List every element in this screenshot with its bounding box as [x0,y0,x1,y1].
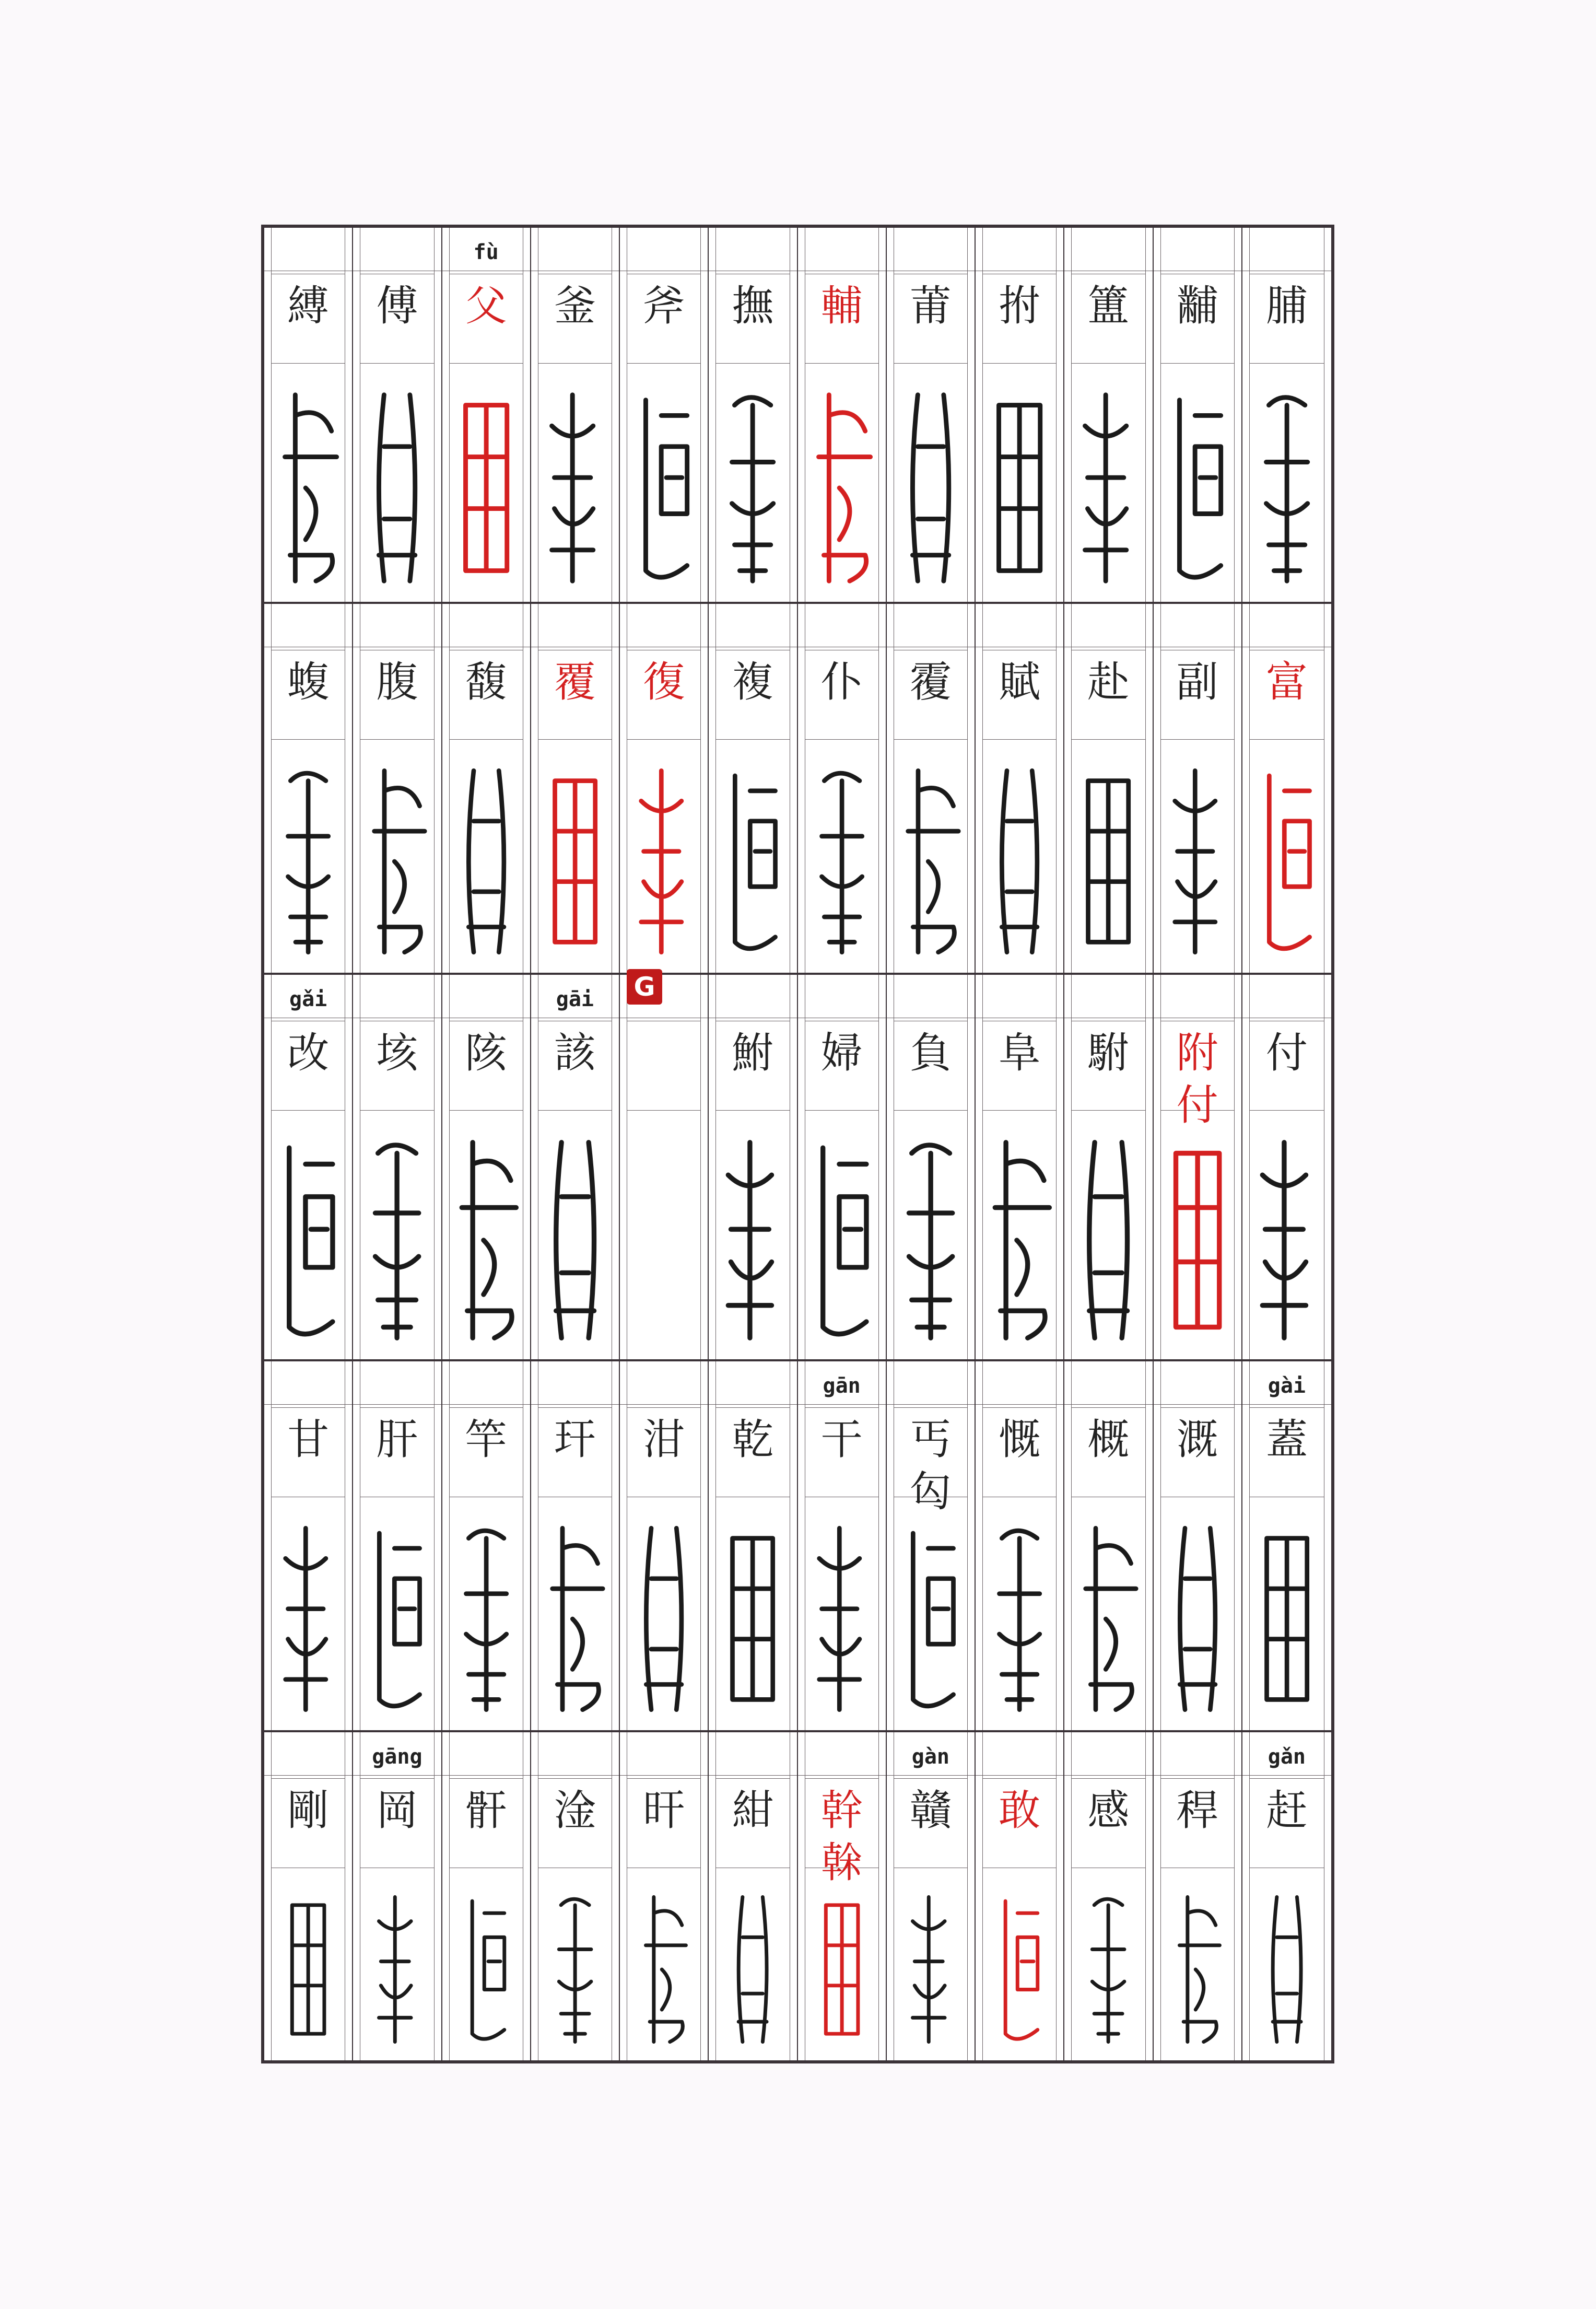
modern-character: 駙 [1087,1029,1130,1077]
seal-script-glyph [531,1132,619,1349]
pinyin-label [264,1739,352,1776]
modern-character: 肝 [376,1415,418,1464]
modern-character: 改 [287,1029,330,1077]
seal-script-glyph [264,384,352,591]
modern-character: 婦 [820,1029,863,1077]
character-cell [531,604,620,973]
modern-character: 簠 [1087,282,1130,330]
modern-character: 陔 [465,1029,507,1077]
seal-script-glyph [887,1132,975,1349]
pinyin-label: gāi [531,981,619,1018]
character-cell [353,604,442,973]
modern-character: 垓 [376,1029,418,1077]
modern-character: 赴 [1087,658,1130,706]
seal-script-glyph [531,761,619,962]
seal-script-glyph [798,761,886,962]
seal-script-glyph [353,1889,441,2050]
pinyin-label [1154,1739,1241,1776]
seal-script-glyph [442,1518,530,1720]
modern-character: 慨 [999,1415,1041,1464]
seal-script-glyph [976,761,1063,962]
seal-script-glyph [1154,1518,1241,1720]
pinyin-label [620,234,708,271]
modern-character: 莆 [909,282,952,330]
modern-character: 賦 [999,658,1041,706]
seal-script-glyph [264,1132,352,1349]
character-cell [798,975,887,1359]
pinyin-label [1154,610,1241,647]
pinyin-label [1064,981,1152,1018]
character-cell [442,1732,531,2060]
character-cell [264,975,353,1359]
character-cell [442,604,531,973]
character-cell [620,1732,709,2060]
seal-script-glyph [976,1889,1063,2050]
character-cell [887,1732,976,2060]
pinyin-label [976,981,1063,1018]
modern-character: 復 [643,658,685,706]
modern-character: 覆 [554,658,596,706]
modern-character: 贛 [909,1786,952,1835]
character-cell [976,604,1064,973]
seal-script-glyph [353,384,441,591]
modern-character: 剛 [287,1786,330,1835]
character-cell [976,228,1064,602]
modern-character: 干 [820,1415,863,1464]
modern-character: 骭 [465,1786,507,1835]
modern-character: 付 [1265,1029,1308,1077]
seal-script-glyph [1154,1132,1241,1349]
modern-character: 泔 [643,1415,685,1464]
pinyin-label [353,981,441,1018]
modern-character: 稈 [1176,1786,1218,1835]
character-row [264,228,1331,604]
modern-character: 馥 [465,658,507,706]
character-cell [709,604,797,973]
character-cell [531,1361,620,1730]
seal-script-glyph [1242,1889,1331,2050]
character-cell [264,604,353,973]
seal-script-glyph [620,1518,708,1720]
seal-script-glyph [264,1889,352,2050]
seal-script-glyph [1154,1889,1241,2050]
character-row [264,975,1331,1361]
character-cell [1064,1361,1153,1730]
pinyin-label [620,1368,708,1405]
character-cell [620,604,709,973]
character-cell [1242,975,1331,1359]
pinyin-label [531,1739,619,1776]
character-cell [709,975,797,1359]
character-cell [1242,604,1331,973]
seal-script-glyph [798,1518,886,1720]
seal-script-glyph [798,1132,886,1349]
character-cell [887,1361,976,1730]
character-cell [709,1361,797,1730]
modern-character: 蝮 [287,658,330,706]
pinyin-label [442,1739,530,1776]
seal-script-glyph [620,384,708,591]
pinyin-label [887,981,975,1018]
pinyin-label [976,234,1063,271]
pinyin-label [1154,981,1241,1018]
pinyin-label [264,234,352,271]
character-cell [1154,604,1242,973]
modern-character: 蓋 [1265,1415,1308,1464]
pinyin-label [531,610,619,647]
modern-character: 紺 [732,1786,774,1835]
character-cell [887,228,976,602]
character-cell [887,604,976,973]
seal-script-glyph [353,761,441,962]
character-cell [798,228,887,602]
modern-character: 溉 [1176,1415,1218,1464]
character-cell [798,1361,887,1730]
pinyin-label: gān [798,1368,886,1405]
seal-script-glyph [531,1518,619,1720]
character-cell [620,975,709,1359]
label-box [627,1021,700,1111]
seal-script-glyph [1242,761,1331,962]
pinyin-label [887,234,975,271]
seal-script-glyph [531,384,619,591]
pinyin-label [1064,1368,1152,1405]
modern-character: 黼 [1176,282,1218,330]
character-cell [798,1732,887,2060]
character-cell [442,1361,531,1730]
seal-script-glyph [442,761,530,962]
character-cell [1064,975,1153,1359]
seal-script-glyph [709,761,796,962]
modern-character: 輔 [820,282,863,330]
pinyin-label [531,234,619,271]
pinyin-label [976,1739,1063,1776]
character-cell [709,1732,797,2060]
pinyin-label [709,234,796,271]
modern-character: 赶 [1265,1786,1308,1835]
pinyin-label [798,1739,886,1776]
pinyin-label [887,610,975,647]
pinyin-label [353,610,441,647]
seal-script-glyph [709,1518,796,1720]
character-cell [264,228,353,602]
character-cell [442,975,531,1359]
modern-character: 撫 [732,282,774,330]
seal-script-glyph [1154,761,1241,962]
pinyin-label [1242,610,1331,647]
pinyin-label [620,610,708,647]
pinyin-label [798,234,886,271]
seal-script-glyph [1064,761,1152,962]
character-row [264,1361,1331,1732]
seal-script-glyph [976,1518,1063,1720]
modern-character: 父 [465,282,507,330]
seal-script-glyph [264,761,352,962]
modern-character: 丐 匃 [909,1415,952,1516]
character-cell [798,604,887,973]
pinyin-label [887,1368,975,1405]
character-cell [353,1361,442,1730]
pinyin-label [442,610,530,647]
seal-script-glyph [1064,1132,1152,1349]
seal-script-glyph [1242,1518,1331,1720]
character-cell [531,228,620,602]
seal-script-glyph [442,384,530,591]
modern-character: 旰 [643,1786,685,1835]
character-cell [1154,1732,1242,2060]
seal-script-glyph [709,1889,796,2050]
modern-character: 縛 [287,282,330,330]
modern-character: 幹 榦 [820,1786,863,1887]
pinyin-label: gāng [353,1739,441,1776]
pinyin-label [709,1739,796,1776]
seal-script-glyph [264,1518,352,1720]
pinyin-label [709,610,796,647]
modern-character: 甘 [287,1415,330,1464]
pinyin-label [709,981,796,1018]
character-cell [620,1361,709,1730]
seal-script-glyph [353,1132,441,1349]
pinyin-label [798,981,886,1018]
modern-character: 岡 [376,1786,418,1835]
character-cell [1064,604,1153,973]
seal-script-glyph [887,384,975,591]
seal-script-glyph [976,384,1063,591]
character-cell [976,975,1064,1359]
character-cell [1242,1732,1331,2060]
seal-script-glyph [887,1518,975,1720]
character-cell [1154,228,1242,602]
modern-character: 淦 [554,1786,596,1835]
modern-character: 複 [732,658,774,706]
pinyin-label [353,234,441,271]
seal-script-glyph [1242,1132,1331,1349]
pinyin-label [1242,981,1331,1018]
seal-script-glyph [531,1889,619,2050]
character-cell [353,1732,442,2060]
modern-character: 䨱 [909,658,952,706]
seal-script-glyph [887,1889,975,2050]
modern-character: 富 [1265,658,1308,706]
seal-script-glyph [1242,384,1331,591]
character-cell [976,1361,1064,1730]
modern-character: 斧 [643,282,685,330]
modern-character: 傅 [376,282,418,330]
seal-script-glyph [1064,384,1152,591]
modern-character: 副 [1176,658,1218,706]
pinyin-label [353,1368,441,1405]
modern-character: 仆 [820,658,863,706]
modern-character: 玕 [554,1415,596,1464]
character-cell [531,1732,620,2060]
seal-script-glyph [620,761,708,962]
pinyin-label [1064,234,1152,271]
seal-script-glyph [1064,1518,1152,1720]
seal-script-glyph [353,1518,441,1720]
character-cell [1064,1732,1153,2060]
seal-script-glyph [976,1132,1063,1349]
pinyin-label: gǎn [1242,1739,1331,1776]
pinyin-label [1154,234,1241,271]
pinyin-label [531,1368,619,1405]
character-cell [531,975,620,1359]
seal-script-glyph [442,1889,530,2050]
pinyin-label: gàn [887,1739,975,1776]
modern-character: 釜 [554,282,596,330]
section-marker-g: G [627,969,662,1005]
pinyin-label: gài [1242,1368,1331,1405]
pinyin-label: gǎi [264,981,352,1018]
pinyin-label [1064,610,1152,647]
character-cell [1154,975,1242,1359]
character-cell [620,228,709,602]
seal-script-glyph [709,1132,796,1349]
modern-character: 附 付 [1176,1029,1218,1129]
character-cell [887,975,976,1359]
modern-character: 鮒 [732,1029,774,1077]
seal-script-glyph [887,761,975,962]
pinyin-label [709,1368,796,1405]
seal-script-glyph [1064,1889,1152,2050]
modern-character: 負 [909,1029,952,1077]
character-cell [353,228,442,602]
modern-character: 概 [1087,1415,1130,1464]
modern-character: 脯 [1265,282,1308,330]
pinyin-label [620,1739,708,1776]
pinyin-label [1242,234,1331,271]
pinyin-label [442,981,530,1018]
seal-script-glyph [442,1132,530,1349]
character-row [264,604,1331,975]
seal-script-glyph [798,384,886,591]
character-cell [1154,1361,1242,1730]
character-table [261,225,1334,2063]
modern-character: 阜 [999,1029,1041,1077]
modern-character: 腹 [376,658,418,706]
modern-character: 該 [554,1029,596,1077]
seal-script-glyph [709,384,796,591]
character-row [264,1732,1331,2060]
character-cell [442,228,531,602]
pinyin-label [976,1368,1063,1405]
character-cell [353,975,442,1359]
character-cell [264,1361,353,1730]
pinyin-label: fù [442,234,530,271]
character-cell [976,1732,1064,2060]
modern-character: 敢 [999,1786,1041,1835]
seal-script-glyph [620,1889,708,2050]
character-cell [1064,228,1153,602]
pinyin-label [1064,1739,1152,1776]
pinyin-label [798,610,886,647]
pinyin-label [264,1368,352,1405]
pinyin-label [976,610,1063,647]
modern-character: 感 [1087,1786,1130,1835]
modern-character: 拊 [999,282,1041,330]
character-cell [709,228,797,602]
character-cell [1242,228,1331,602]
modern-character: 竿 [465,1415,507,1464]
seal-script-glyph [1154,384,1241,591]
pinyin-label [442,1368,530,1405]
modern-character: 乾 [732,1415,774,1464]
character-cell [264,1732,353,2060]
character-cell [1242,1361,1331,1730]
pinyin-label [1154,1368,1241,1405]
seal-script-glyph [798,1889,886,2050]
pinyin-label [264,610,352,647]
